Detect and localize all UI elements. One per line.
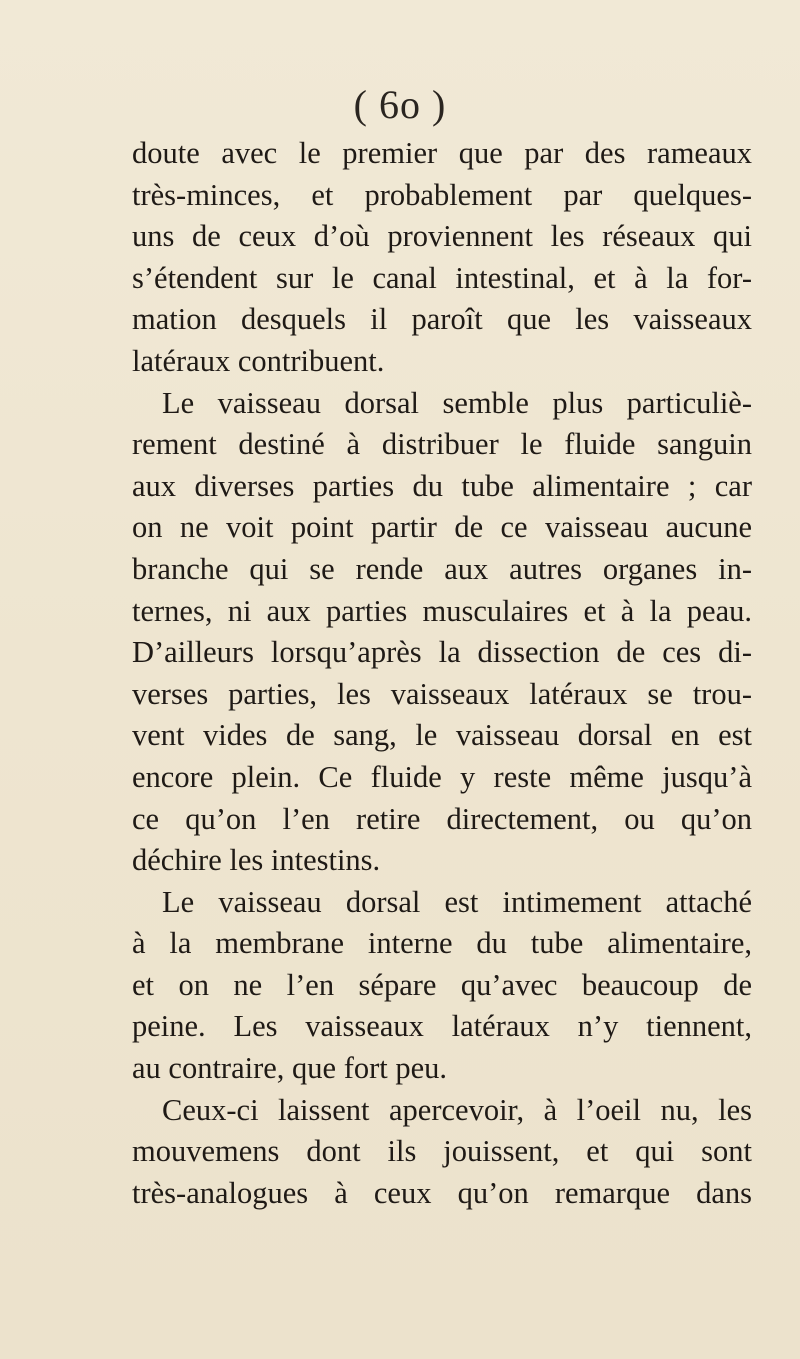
text-line: très-analogues à ceux qu’on remarque dans (132, 1175, 752, 1210)
text-line: aux diverses parties du tube alimentaire ; car (132, 468, 752, 503)
text-line: à la membrane interne du tube alimentaire, (132, 926, 752, 961)
text-line: déchire les intestins. (132, 843, 381, 878)
text-line: latéraux contribuent. (132, 343, 385, 378)
page-number: ( 6o ) (353, 82, 447, 127)
text-line: vent vides de sang, le vaisseau dorsal en est (132, 718, 752, 753)
text-line: ce qu’on l’en retire directement, ou qu’on (132, 801, 752, 836)
text-line: peine. Les vaisseaux latéraux n’y tiennent, (132, 1009, 752, 1044)
text-line: mation desquels il paroît que les vaisseaux (132, 302, 752, 337)
text-line: encore plein. Ce fluide y reste même jusqu’à (132, 759, 752, 794)
text-line: Le vaisseau dorsal semble plus particuliè- (162, 385, 752, 420)
body-text (132, 133, 752, 1214)
text-line: branche qui se rende aux autres organes in- (132, 551, 752, 586)
text-line: mouvemens dont ils jouissent, et qui sont (132, 1134, 752, 1169)
text-line: doute avec le premier que par des rameaux (132, 136, 752, 170)
text-line: D’ailleurs lorsqu’après la dissection de ces di- (132, 635, 752, 670)
text-line: Le vaisseau dorsal est intimement attaché (162, 884, 752, 919)
text-line: Ceux-ci laissent apercevoir, à l’oeil nu, les (162, 1092, 752, 1127)
text-line: verses parties, les vaisseaux latéraux se trou- (132, 676, 752, 711)
text-line: au contraire, que fort peu. (132, 1051, 448, 1086)
text-line: uns de ceux d’où proviennent les réseaux qui (132, 219, 752, 254)
text-line: on ne voit point partir de ce vaisseau aucune (132, 510, 752, 545)
text-line: s’étendent sur le canal intestinal, et à la for- (132, 260, 752, 295)
text-line: très-minces, et probablement par quelques- (132, 177, 752, 212)
text-line: et on ne l’en sépare qu’avec beaucoup de (132, 967, 752, 1002)
text-line: rement destiné à distribuer le fluide sanguin (132, 427, 752, 462)
text-line: ternes, ni aux parties musculaires et à la peau. (132, 593, 752, 628)
